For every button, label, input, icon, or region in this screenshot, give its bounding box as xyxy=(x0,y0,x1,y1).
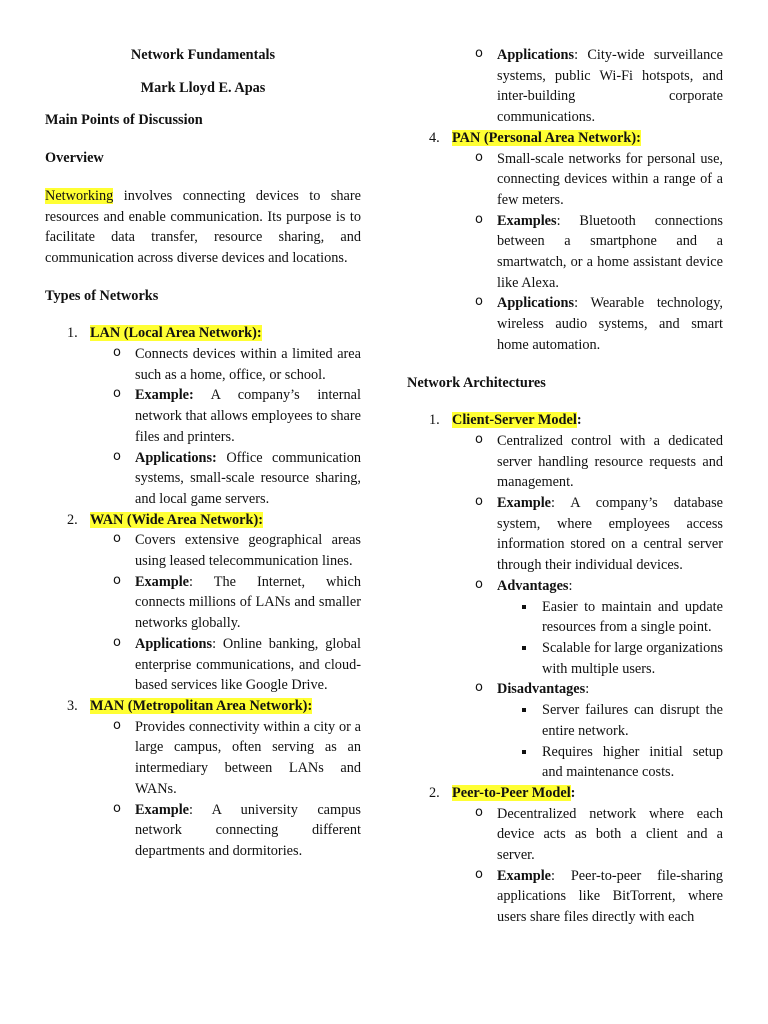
item-number: 2. xyxy=(67,511,78,528)
list-item: o Applications: Wearable technology, wireless audio systems, and smart home automation. xyxy=(407,293,723,355)
architectures-heading: Network Architectures xyxy=(407,374,546,391)
item-number: 3. xyxy=(67,697,78,714)
author-name: Mark Lloyd E. Apas xyxy=(140,79,266,96)
list-item: Server failures can disrupt the entire network. xyxy=(452,700,723,741)
list-item: o Disadvantages: Server failures can disrupt the entire network. Requires higher initial setup and maintenance costs. xyxy=(407,679,723,783)
network-type-lan xyxy=(45,323,361,344)
list-item: o Small-scale networks for personal use, connecting devices within a range of a few meters. xyxy=(407,149,723,211)
pan-details xyxy=(407,149,723,356)
network-type-man xyxy=(45,696,361,717)
list-item: o Example: Peer-to-peer file-sharing applications like BitTorrent, where users share files directly with each xyxy=(407,866,723,928)
list-item: o Applications: Office communication systems, small-scale resource sharing, and local game servers. xyxy=(45,448,361,510)
item-number: 4. xyxy=(429,129,440,146)
list-item: o Examples: Bluetooth connections between a smartphone and a smartwatch, or a home assistant device like Alexa. xyxy=(407,211,723,294)
network-type-pan xyxy=(407,128,723,149)
man-details-continued xyxy=(407,45,723,128)
list-item: o Advantages: Easier to maintain and update resources from a single point. Scalable for large organizations with multiple users. xyxy=(407,576,723,680)
main-points-heading: Main Points of Discussion xyxy=(45,112,203,129)
man-label: MAN (Metropolitan Area Network): xyxy=(90,697,313,714)
list-item: o Centralized control with a dedicated server handling resource requests and management. xyxy=(407,431,723,493)
list-item: o Example: A university campus network connecting different departments and dormitories. xyxy=(45,800,361,862)
list-item: Requires higher initial setup and maintenance costs. xyxy=(452,742,723,783)
list-item: Scalable for large organizations with multiple users. xyxy=(452,638,723,679)
advantages-list xyxy=(452,597,723,680)
architecture-client-server: 1. Client-Server Model: xyxy=(407,410,723,431)
overview-paragraph xyxy=(45,186,361,269)
list-item: Easier to maintain and update resources from a single point. xyxy=(452,597,723,638)
types-heading: Types of Networks xyxy=(45,287,159,304)
peer-to-peer-label: Peer-to-Peer Model xyxy=(452,784,571,801)
networking-term: Networking xyxy=(45,187,114,204)
client-server-details xyxy=(407,431,723,783)
document-title: Network Fundamentals xyxy=(130,47,276,63)
architecture-peer-to-peer: 2. Peer-to-Peer Model: xyxy=(407,783,723,804)
wan-label: WAN (Wide Area Network): xyxy=(90,511,263,528)
list-item: o Example: A company’s database system, where employees access information stored on a central server through their individual devices. xyxy=(407,493,723,576)
list-item: o Applications: City-wide surveillance systems, public Wi-Fi hotspots, and inter-building corporate communications. xyxy=(407,45,723,128)
list-item: o Example: The Internet, which connects millions of LANs and smaller networks globally. xyxy=(45,572,361,634)
overview-text: involves connecting devices to share resources and enable communication. Its purpose is to facilitate data transfer, resource sharing, and communication across diverse devices and locations. xyxy=(45,187,361,266)
left-column xyxy=(45,45,361,862)
list-item: o Covers extensive geographical areas using leased telecommunication lines. xyxy=(45,530,361,571)
lan-label: LAN (Local Area Network): xyxy=(90,325,262,342)
item-number: 2. xyxy=(429,784,440,801)
list-item: o Decentralized network where each device acts as both a client and a server. xyxy=(407,804,723,866)
pan-label: PAN (Personal Area Network): xyxy=(452,129,641,146)
item-number: 1. xyxy=(67,325,78,342)
lan-details xyxy=(45,344,361,510)
list-item: o Provides connectivity within a city or a large campus, often serving as an intermediary between LANs and WANs. xyxy=(45,717,361,800)
disadvantages-list xyxy=(452,700,723,783)
wan-details xyxy=(45,530,361,696)
right-column xyxy=(407,45,723,928)
man-details xyxy=(45,717,361,862)
peer-to-peer-details xyxy=(407,804,723,928)
network-type-wan xyxy=(45,510,361,531)
client-server-label: Client-Server Model xyxy=(452,412,577,429)
list-item: o Connects devices within a limited area such as a home, office, or school. xyxy=(45,344,361,385)
list-item: o Example: A company’s internal network that allows employees to share files and printers. xyxy=(45,385,361,447)
overview-heading: Overview xyxy=(45,150,104,167)
list-item: o Applications: Online banking, global enterprise communications, and cloud-based services like Google Drive. xyxy=(45,634,361,696)
item-number: 1. xyxy=(429,412,440,429)
